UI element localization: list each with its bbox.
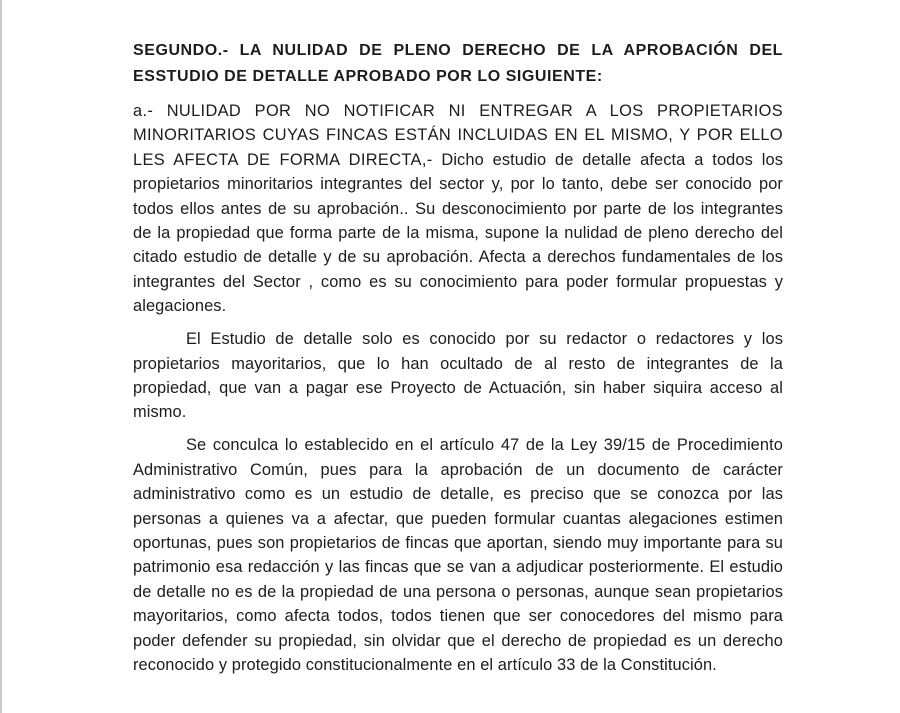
paragraph-a-lead: a.- NULIDAD POR NO NOTIFICAR NI ENTREGAR A LOS PROPIETARIOS MINORITARIOS CUYAS FINCAS ESTÁN INCLUIDAS EN EL MISMO, Y POR ELLO LES AFECTA DE FORMA DIRECTA,- (133, 102, 783, 169)
paragraph-a (133, 99, 783, 319)
paragraph-a-body: Dicho estudio de detalle afecta a todos los propietarios minoritarios integrantes del sector y, por lo tanto, debe ser conocido por todos ellos antes de su aprobación.. Su desconocimiento por parte de los integrantes de la propiedad que forma parte de la misma, supone la nulidad de pleno derecho del citado estudio de detalle y de su aprobación. Afecta a derechos fundamentales de los integrantes del Sector , como es su conocimiento para poder formular propuestas y alegaciones. (133, 150, 783, 316)
document-page (133, 38, 783, 686)
paragraph-3: Se conculca lo establecido en el artículo 47 de la Ley 39/15 de Procedimiento Administrativo Común, pues para la aprobación de un documento de carácter administrativo como es un estudio de detalle, es preciso que se conozca por las personas a quienes va a afectar, que pueden formular cuantas alegaciones estimen oportunas, pues son propietarios de fincas que aportan, siendo muy importante para su patrimonio esa redacción y las fincas que se van a adjudicar posteriormente. El estudio de detalle no es de la propiedad de una persona o personas, aunque sean propietarios mayoritarios, como afecta todos, todos tienen que ser conocedores del mismo para poder defender su propiedad, sin olvidar que el derecho de propiedad es un derecho reconocido y protegido constitucionalmente en el artículo 33 de la Constitución. (133, 436, 783, 674)
section-heading: SEGUNDO.- LA NULIDAD DE PLENO DERECHO DE LA APROBACIÓN DEL ESSTUDIO DE DETALLE APROBADO POR LO SIGUIENTE: (133, 42, 783, 85)
paragraph-2: El Estudio de detalle solo es conocido por su redactor o redactores y los propietarios mayoritarios, que lo han ocultado de al resto de integrantes de la propiedad, que van a pagar ese Proyecto de Actuación, sin haber siquira acceso al mismo. (133, 330, 783, 422)
page-edge (0, 0, 2, 713)
